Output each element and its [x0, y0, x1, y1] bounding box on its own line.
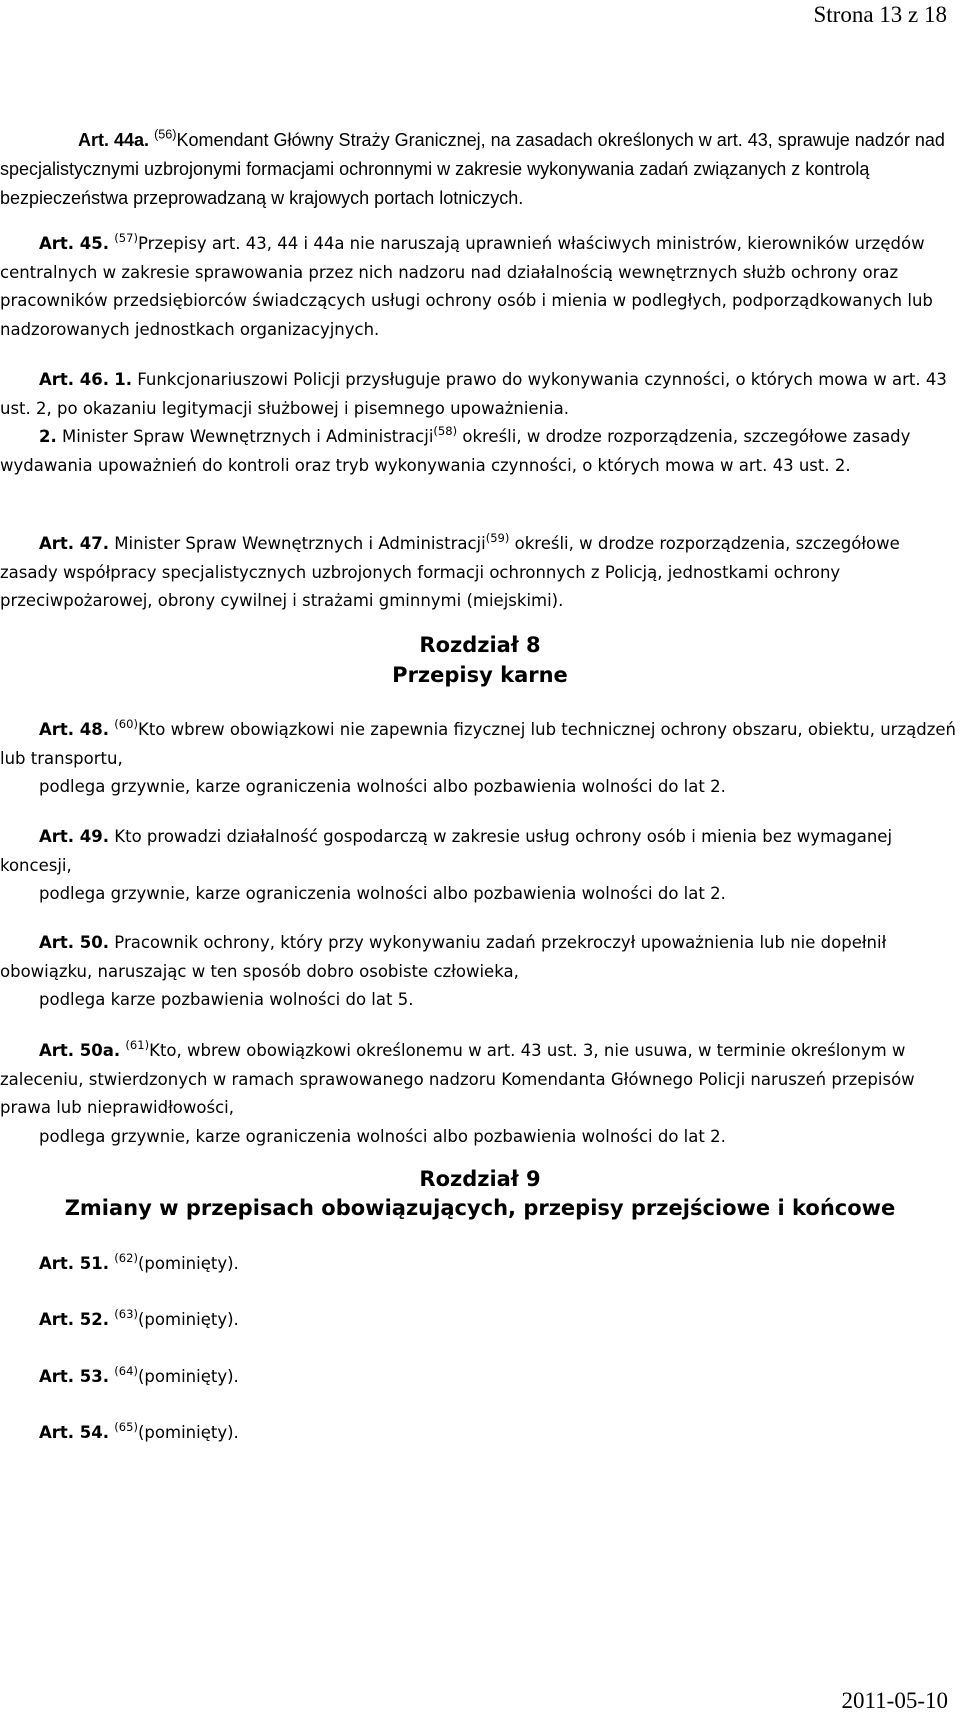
article-label: Art. 44a.: [78, 130, 150, 150]
article-50: [0, 929, 960, 1015]
footnote-ref: (60): [114, 717, 138, 732]
chapter-9-title: Zmiany w przepisach obowiązujących, przepisy przejściowe i końcowe: [64, 1196, 896, 1220]
footnote-ref: (59): [485, 531, 510, 546]
article-label: Art. 51.: [39, 1254, 110, 1273]
footnote-ref: (56): [154, 127, 177, 142]
article-text: (pominięty).: [138, 1367, 239, 1386]
footnote-ref: (65): [114, 1420, 138, 1435]
article-text: Komendant Główny Straży Granicznej, na zasadach określonych w art. 43, sprawuje nadzór nad specjalistycznymi uzbrojonymi formacjami ochronnymi w zakresie wykonywania zadań związanych z kontrolą bezpieczeństwa przeprowadzaną w krajowych portach lotniczych.: [0, 130, 945, 208]
footnote-ref: (64): [114, 1364, 138, 1379]
footnote-ref: (57): [114, 231, 138, 246]
article-label: Art. 50a.: [39, 1041, 121, 1060]
article-text: (pominięty).: [138, 1254, 239, 1273]
paragraph-text: Minister Spraw Wewnętrznych i Administracji: [62, 427, 434, 446]
penalty-clause: podlega grzywnie, karze ograniczenia wolności albo pozbawienia wolności do lat 2.: [39, 884, 726, 904]
article-45: [0, 230, 960, 344]
chapter-8-title: Przepisy karne: [392, 663, 568, 687]
penalty-clause: podlega karze pozbawienia wolności do lat 5.: [39, 990, 414, 1010]
article-46: [0, 366, 960, 423]
paragraph-text: Funkcjonariuszowi Policji przysługuje prawo do wykonywania czynności, o których mowa w art. 43 ust. 2, po okazaniu legitymacji służbowej i pisemnego upoważnienia.: [0, 370, 947, 418]
article-label: Art. 50.: [39, 933, 110, 952]
page-number-header: Strona 13 z 18: [813, 2, 947, 27]
article-text: Przepisy art. 43, 44 i 44a nie naruszają uprawnień właściwych ministrów, kierowników urzędów centralnych w zakresie sprawowania przez nich nadzoru nad działalnością wewnętrznych służb ochrony oraz pracowników przedsiębiorców świadczących usługi ochrony osób i mienia w podległych, podporządkowanych lub nadzorowanych jednostkach organizacyjnych.: [0, 234, 933, 339]
chapter-9-number: Rozdział 9: [419, 1167, 541, 1191]
footnote-ref: (63): [114, 1307, 138, 1322]
article-label: Art. 52.: [39, 1310, 110, 1329]
penalty-clause: podlega grzywnie, karze ograniczenia wolności albo pozbawienia wolności do lat 2.: [39, 1126, 726, 1146]
article-label: Art. 49.: [39, 827, 110, 846]
penalty-clause: podlega grzywnie, karze ograniczenia wolności albo pozbawienia wolności do lat 2.: [39, 777, 726, 797]
paragraph-number: 2.: [39, 427, 57, 446]
page-footer-date: 2011-05-10: [841, 1688, 948, 1713]
article-label: Art. 47.: [39, 534, 110, 553]
article-text: Minister Spraw Wewnętrznych i Administracji: [114, 534, 486, 553]
article-47: [0, 530, 960, 616]
article-text-continued: określi, w drodze rozporządzenia, szczegółowe zasady współpracy specjalistycznych uzbrojonych formacji ochronnych z Policją, jednostkami ochrony przeciwpożarowej, obrony cywilnej i strażami gminnymi (miejskimi).: [0, 534, 900, 611]
article-54: [0, 1419, 960, 1448]
article-text: (pominięty).: [138, 1310, 239, 1329]
article-49: [0, 823, 960, 909]
article-50a: [0, 1037, 960, 1151]
article-48: [0, 716, 960, 802]
footnote-ref: (61): [125, 1038, 150, 1053]
article-label: Art. 45.: [39, 234, 110, 253]
article-text: (pominięty).: [138, 1423, 239, 1442]
article-46-paragraph-2: [0, 423, 960, 480]
article-52: [0, 1306, 960, 1335]
article-51: [0, 1250, 960, 1279]
article-text: Kto prowadzi działalność gospodarczą w zakresie usług ochrony osób i mienia bez wymaganej koncesji,: [0, 827, 893, 875]
article-label: Art. 53.: [39, 1367, 110, 1386]
article-label: Art. 54.: [39, 1423, 110, 1442]
article-label: Art. 48.: [39, 720, 110, 739]
footnote-ref: (58): [433, 424, 458, 439]
paragraph-number: 1.: [114, 370, 133, 389]
article-44a: [0, 126, 960, 213]
chapter-8-number: Rozdział 8: [419, 633, 541, 657]
article-text: Kto wbrew obowiązkowi nie zapewnia fizycznej lub technicznej ochrony obszaru, obiektu, urządzeń lub transportu,: [0, 720, 956, 768]
article-53: [0, 1363, 960, 1392]
article-label: Art. 46.: [39, 370, 110, 389]
article-text: Kto, wbrew obowiązkowi określonemu w art. 43 ust. 3, nie usuwa, w terminie określonym w zaleceniu, stwierdzonych w ramach sprawowanego nadzoru Komendanta Głównego Policji naruszeń przepisów prawa lub nieprawidłowości,: [0, 1041, 915, 1118]
footnote-ref: (62): [114, 1251, 138, 1266]
paragraph-text-continued: określi, w drodze rozporządzenia, szczegółowe zasady wydawania upoważnień do kontroli oraz tryb wykonywania czynności, o których mowa w art. 43 ust. 2.: [0, 427, 911, 475]
article-text: Pracownik ochrony, który przy wykonywaniu zadań przekroczył upoważnienia lub nie dopełnił obowiązku, naruszając w ten sposób dobro osobiste człowieka,: [0, 933, 887, 981]
